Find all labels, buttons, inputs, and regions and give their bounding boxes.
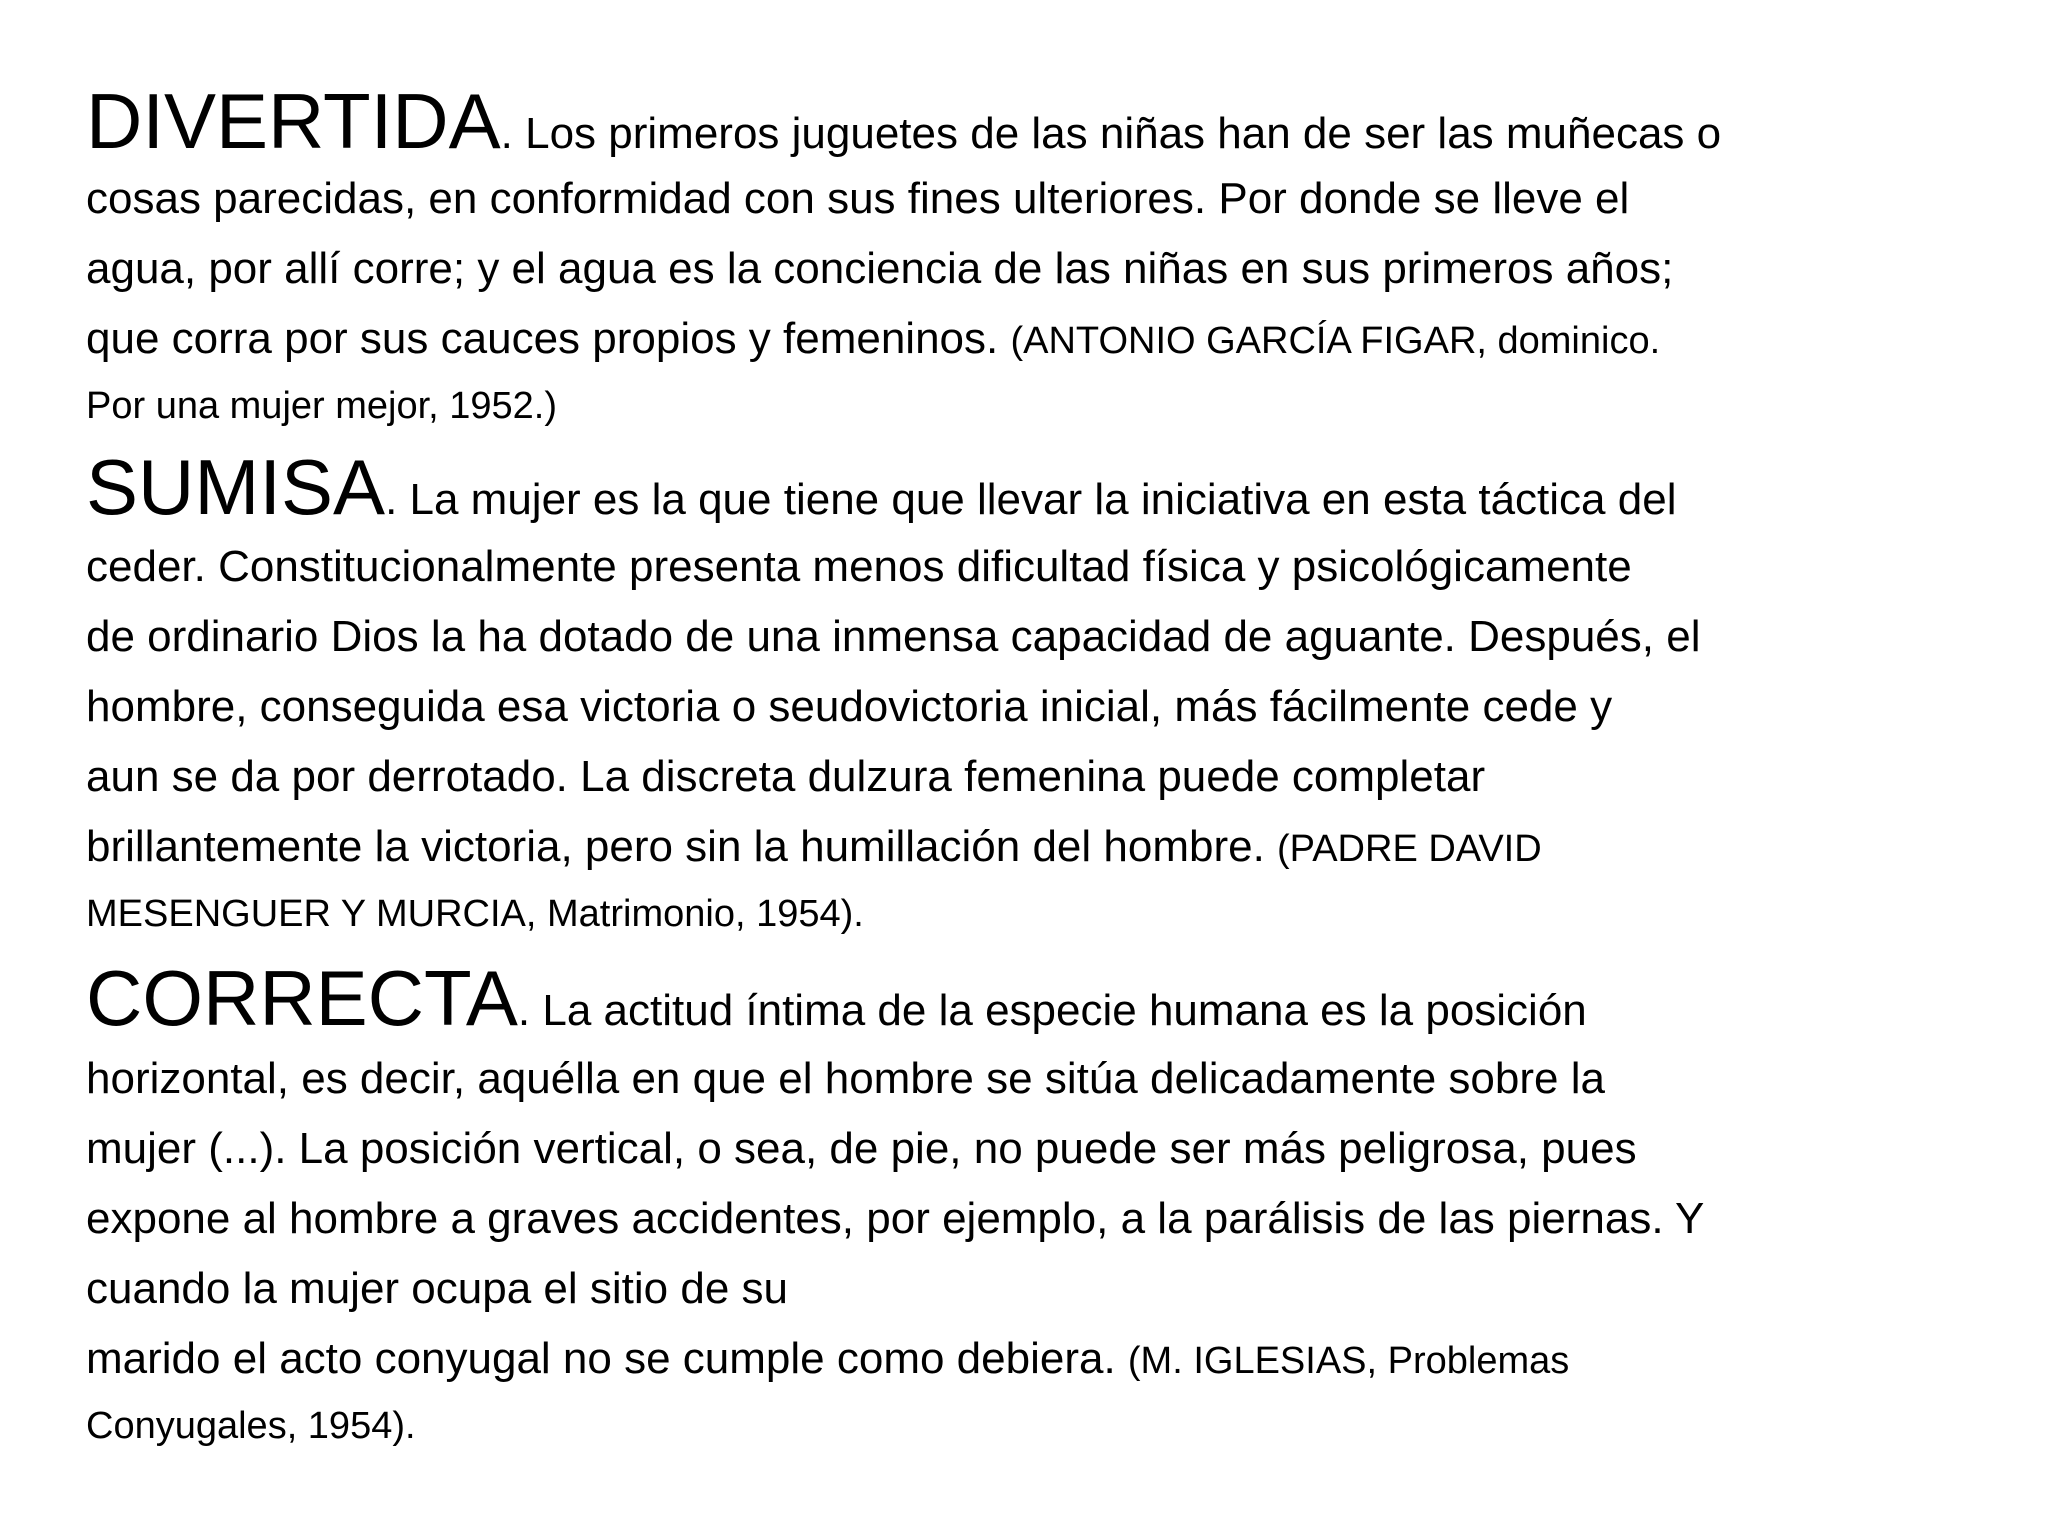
citation-line: MESENGUER Y MURCIA, Matrimonio, 1954). <box>86 893 864 935</box>
text-line: hombre, conseguida esa victoria o seudovictoria inicial, más fácilmente cede y <box>86 682 1613 731</box>
body-text: . La actitud íntima de la especie humana es la posición <box>517 986 1587 1035</box>
citation-line: Por una mujer mejor, 1952.) <box>86 385 558 427</box>
text-line <box>86 952 2026 1044</box>
text-line <box>86 442 2026 532</box>
text-line: expone al hombre a graves accidentes, por ejemplo, a la parálisis de las piernas. Y <box>86 1194 1705 1243</box>
text-line <box>86 78 2026 164</box>
text-line: de ordinario Dios la ha dotado de una inmensa capacidad de aguante. Después, el <box>86 612 1701 661</box>
body-text: . La mujer es la que tiene que llevar la iniciativa en esta táctica del <box>385 475 1677 524</box>
text-line: cuando la mujer ocupa el sitio de su <box>86 1264 788 1313</box>
citation: (PADRE DAVID <box>1277 828 1542 870</box>
body-text: que corra por sus cauces propios y femeninos. <box>86 314 1011 363</box>
body-text: . Los primeros juguetes de las niñas han de ser las muñecas o <box>500 109 1722 158</box>
text-line <box>86 812 2026 882</box>
body-text: brillantemente la victoria, pero sin la humillación del hombre. <box>86 822 1278 871</box>
citation-line: Conyugales, 1954). <box>86 1405 416 1447</box>
citation: (ANTONIO GARCÍA FIGAR, dominico. <box>1010 320 1661 362</box>
entry-heading: DIVERTIDA <box>86 77 501 165</box>
text-line: cosas parecidas, en conformidad con sus fines ulteriores. Por donde se lleve el <box>86 174 1630 223</box>
text-line <box>86 1324 2026 1394</box>
text-line: aun se da por derrotado. La discreta dulzura femenina puede completar <box>86 752 1486 801</box>
text-line: mujer (...). La posición vertical, o sea, de pie, no puede ser más peligrosa, pues <box>86 1124 1637 1173</box>
document-page <box>86 78 2026 1458</box>
text-line: horizontal, es decir, aquélla en que el hombre se sitúa delicadamente sobre la <box>86 1054 1605 1103</box>
text-line: agua, por allí corre; y el agua es la conciencia de las niñas en sus primeros años; <box>86 244 1674 293</box>
citation: (M. IGLESIAS, Problemas <box>1127 1340 1570 1382</box>
body-text: marido el acto conyugal no se cumple como debiera. <box>86 1334 1128 1383</box>
entry-sumisa <box>86 442 2026 946</box>
entry-divertida <box>86 78 2026 438</box>
entry-heading: SUMISA <box>86 443 386 531</box>
entry-heading: CORRECTA <box>86 954 518 1042</box>
text-line <box>86 304 2026 374</box>
text-line: ceder. Constitucionalmente presenta menos dificultad física y psicológicamente <box>86 542 1632 591</box>
entry-correcta <box>86 952 2026 1458</box>
